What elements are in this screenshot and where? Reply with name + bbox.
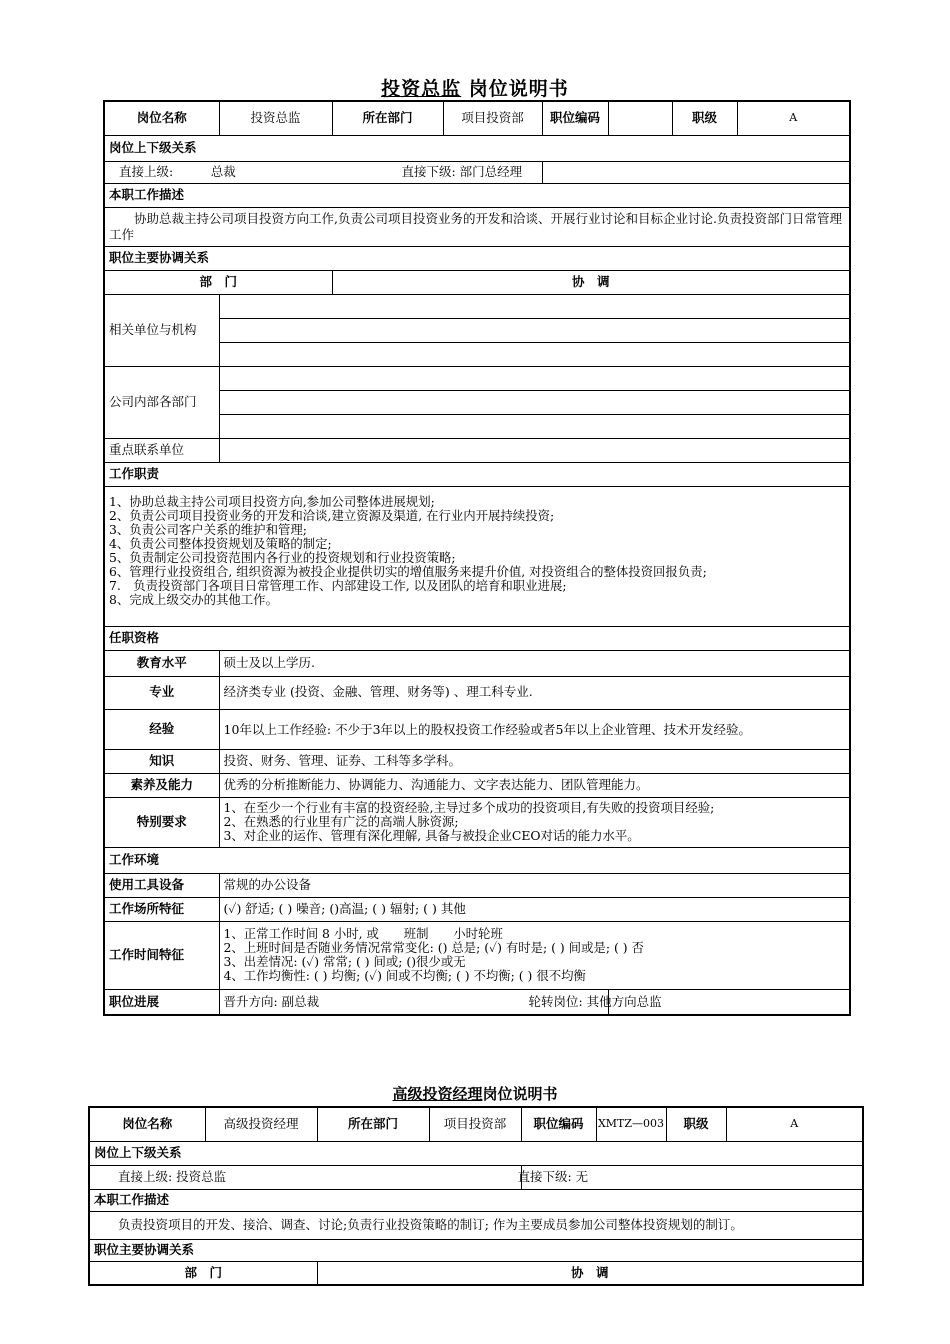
label-code: 职位编码 xyxy=(521,1107,596,1141)
qualifications-section-title: 任职资格 xyxy=(104,626,850,650)
knowledge-label: 知识 xyxy=(104,749,219,773)
progress-label: 职位进展 xyxy=(104,989,219,1015)
time-list xyxy=(219,921,850,989)
special-item: 2、在熟悉的行业里有广泛的高端人脉资源; xyxy=(223,814,459,829)
code-value xyxy=(608,101,672,135)
duty-item: 8、完成上级交办的其他工作。 xyxy=(109,591,278,607)
description-text: 负责投资项目的开发、接洽、调查、讨论;负责行业投资策略的制订; 作为主要成员参加公司整体投资规划的制订。 xyxy=(89,1211,863,1239)
reporting-section-title: 岗位上下级关系 xyxy=(104,135,850,161)
duty-item: 6、管理行业投资组合, 组织资源为被投企业提供切实的增值服务来提升价值, 对投资组合的整体投资回报负责; xyxy=(109,563,707,579)
coord-cell xyxy=(219,366,850,390)
duty-item: 2、负责公司项目投资业务的开发和洽谈,建立资源及渠道, 在行业内开展持续投资; xyxy=(109,507,555,523)
coord-cell xyxy=(219,318,850,342)
label-position: 岗位名称 xyxy=(89,1107,205,1141)
ability-label: 素养及能力 xyxy=(104,773,219,797)
superior-text: 直接上级: 投资总监 xyxy=(89,1165,521,1189)
special-item: 3、对企业的运作、管理有深化理解, 具备与被投企业CEO对话的能力水平。 xyxy=(223,828,640,843)
subordinate-text xyxy=(401,161,850,183)
coord-col-dept: 部 门 xyxy=(89,1261,317,1285)
duty-item: 1、协助总裁主持公司项目投资方向,参加公司整体进展规划; xyxy=(109,493,435,509)
department-value: 项目投资部 xyxy=(443,101,542,135)
label-department: 所在部门 xyxy=(317,1107,429,1141)
duty-item: 3、负责公司客户关系的维护和管理; xyxy=(109,521,307,537)
special-item: 1、在至少一个行业有丰富的投资经验,主导过多个成功的投资项目,有失败的投资项目经验; xyxy=(223,800,715,815)
doc2-title-main: 高级投资经理 xyxy=(392,1085,483,1103)
doc1-title-rest: 岗位说明书 xyxy=(461,78,569,100)
doc1-title xyxy=(0,74,950,101)
time-item: 4、工作均衡性: ( ) 均衡; (✓) 间或不均衡; ( ) 不均衡; ( ) 很不均衡 xyxy=(223,968,586,983)
time-item: 2、上班时间是否随业务情况常常变化: () 总是; (✓) 有时是; ( ) 间或是; ( ) 否 xyxy=(223,940,644,955)
position-value: 投资总监 xyxy=(219,101,332,135)
subordinate-cell xyxy=(517,1165,863,1189)
description-section-title: 本职工作描述 xyxy=(89,1189,863,1211)
label-department: 所在部门 xyxy=(332,101,443,135)
coordination-section-title: 职位主要协调关系 xyxy=(89,1239,863,1261)
promotion-value: 晋升方向: 副总裁 xyxy=(219,989,608,1015)
label-position: 岗位名称 xyxy=(104,101,219,135)
knowledge-value: 投资、财务、管理、证券、工科等多学科。 xyxy=(219,749,850,773)
doc2-title-rest: 岗位说明书 xyxy=(482,1085,558,1103)
level-value: A xyxy=(737,101,850,135)
place-label: 工作场所特征 xyxy=(104,897,219,921)
experience-value: 10年以上工作经验: 不少于3年以上的股权投资工作经验或者5年以上企业管理、技术开发经验。 xyxy=(219,709,850,749)
reporting-section-title: 岗位上下级关系 xyxy=(89,1141,863,1165)
time-label: 工作时间特征 xyxy=(104,921,219,989)
experience-label: 经验 xyxy=(104,709,219,749)
coord-cell xyxy=(219,414,850,438)
coord-cell xyxy=(219,438,850,462)
time-item: 3、出差情况: (✓) 常常; ( ) 间或; ()很少或无 xyxy=(223,954,466,969)
special-label: 特别要求 xyxy=(104,797,219,847)
coordination-section-title: 职位主要协调关系 xyxy=(104,246,850,270)
coord-col-coord: 协 调 xyxy=(332,270,850,294)
rotation-value: 轮转岗位: 其他方向总监 xyxy=(528,993,662,1009)
subordinate-value: 直接下级: 无 xyxy=(517,1168,589,1184)
superior-text: 直接上级: 总裁 xyxy=(104,161,542,183)
doc2-table xyxy=(88,1106,864,1286)
duty-item: 7. 负责投资部门各项目日常管理工作、内部建设工作, 以及团队的培育和职业进展; xyxy=(109,577,567,593)
coord-row-related: 相关单位与机构 xyxy=(104,294,219,366)
coord-row-internal: 公司内部各部门 xyxy=(104,366,219,438)
time-item: 1、正常工作时间 8 小时, 或 班制 小时轮班 xyxy=(223,926,503,941)
rotation-cell xyxy=(528,989,850,1015)
level-value: A xyxy=(726,1107,863,1141)
environment-section-title: 工作环境 xyxy=(104,847,850,873)
coord-col-dept: 部 门 xyxy=(104,270,332,294)
ability-value: 优秀的分析推断能力、协调能力、沟通能力、文字表达能力、团队管理能力。 xyxy=(219,773,850,797)
doc1-title-main: 投资总监 xyxy=(381,78,462,100)
duties-list xyxy=(104,486,850,626)
tools-label: 使用工具设备 xyxy=(104,873,219,897)
special-list xyxy=(219,797,850,847)
place-value: (✓) 舒适; ( ) 噪音; ()高温; ( ) 辐射; ( ) 其他 xyxy=(219,897,850,921)
subordinate-value: 直接下级: 部门总经理 xyxy=(401,163,523,179)
description-section-title: 本职工作描述 xyxy=(104,183,850,207)
education-label: 教育水平 xyxy=(104,650,219,676)
duty-item: 5、负责制定公司投资范围内各行业的投资规划和行业投资策略; xyxy=(109,549,456,565)
code-value: XMTZ—003 xyxy=(596,1107,666,1141)
coord-cell xyxy=(219,390,850,414)
label-level: 职级 xyxy=(672,101,737,135)
department-value: 项目投资部 xyxy=(429,1107,521,1141)
coord-cell xyxy=(219,294,850,318)
coord-row-key: 重点联系单位 xyxy=(104,438,219,462)
label-code: 职位编码 xyxy=(542,101,608,135)
duty-item: 4、负责公司整体投资规划及策略的制定; xyxy=(109,535,332,551)
tools-value: 常规的办公设备 xyxy=(219,873,850,897)
coord-col-coord: 协 调 xyxy=(317,1261,863,1285)
coord-cell xyxy=(219,342,850,366)
label-level: 职级 xyxy=(666,1107,726,1141)
doc2-title xyxy=(0,1083,950,1104)
position-value: 高级投资经理 xyxy=(205,1107,317,1141)
duties-section-title: 工作职责 xyxy=(104,462,850,486)
major-value: 经济类专业 (投资、金融、管理、财务等) 、理工科专业. xyxy=(219,676,850,709)
education-value: 硕士及以上学历. xyxy=(219,650,850,676)
description-text: 协助总裁主持公司项目投资方向工作,负责公司项目投资业务的开发和洽谈、开展行业讨论和目标企业讨论.负责投资部门日常管理工作 xyxy=(104,207,850,246)
major-label: 专业 xyxy=(104,676,219,709)
doc1-table xyxy=(103,100,851,1016)
